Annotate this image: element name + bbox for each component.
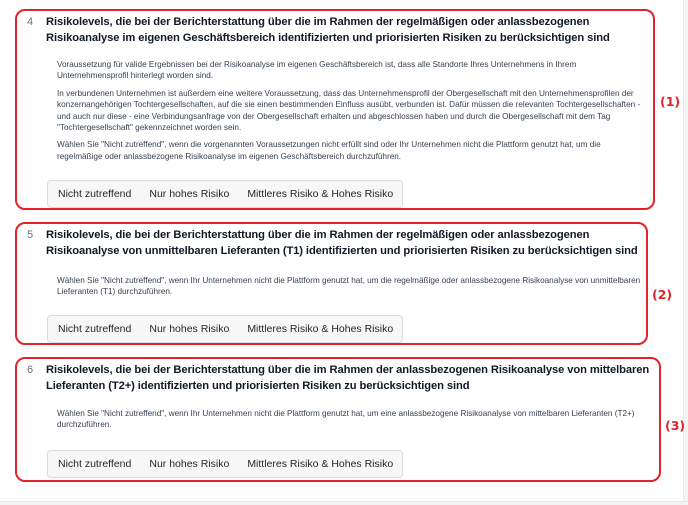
annotation-marker-1: (1) bbox=[660, 94, 681, 109]
description-paragraph: Wählen Sie "Nicht zutreffend", wenn Ihr Unternehmen nicht die Plattform genutzt hat, um eine anlassbezogene Risikoanalyse von mittelbaren Lieferanten (T2+) durchzuführen. bbox=[57, 409, 635, 430]
risk-level-option-group bbox=[47, 180, 403, 208]
annotation-marker-3: (3) bbox=[665, 418, 686, 433]
option-medium-and-high-risk[interactable]: Mittleres Risiko & Hohes Risiko bbox=[238, 181, 402, 207]
description-paragraph: Wählen Sie "Nicht zutreffend", wenn die vorgenannten Voraussetzungen nicht erfüllt sind oder Ihr Unternehmen nicht die Plattform genutzt hat, um die regelmäßige oder anlassbezogene Risikoanalyse im eigenen Geschäftsbereich durchzuführen. bbox=[57, 140, 601, 161]
question-description bbox=[57, 275, 642, 304]
description-paragraph: Wählen Sie "Nicht zutreffend", wenn Ihr Unternehmen nicht die Plattform genutzt hat, um die regelmäßige oder anlassbezogene Risikoanalyse von unmittelbaren Lieferanten (T1) durchzuführen. bbox=[57, 276, 641, 297]
description-paragraph: In verbundenen Unternehmen ist außerdem eine weitere Voraussetzung, dass das Unternehmensprofil der Obergesellschaft mit den Unternehmensprofilen der konzernangehörigen Tochtergesellschaften, auf die sie einen bestimmenden Einfluss ausübt, verbunden ist. Dafür müssen die relevanten Tochtergesellschaften - und auch nur diese - eine Verbindungsanfrage von der Obergesellschaft erhalten und abgeschlossen haben und durch die Obergesellschaft mit dem Tag "Tochtergesellschaft" gekennzeichnet worden sein. bbox=[57, 88, 641, 133]
risk-level-option-group bbox=[47, 450, 403, 478]
description-paragraph: Voraussetzung für valide Ergebnissen bei der Risikoanalyse im eigenen Geschäftsbereich ist, dass alle Standorte Ihres Unternehmens in Ihrem Unternehmensprofil hinterlegt worden sind. bbox=[57, 60, 577, 81]
question-description bbox=[57, 408, 647, 437]
question-title: Risikolevels, die bei der Berichterstattung über die im Rahmen der regelmäßigen oder anlassbezogenen Risikoanalyse von unmittelbaren Lieferanten (T1) identifizierten und priorisierten Risiken zu berücksichtigen sind bbox=[46, 229, 638, 257]
question-card-6 bbox=[15, 357, 661, 482]
page-bottom-edge bbox=[0, 501, 688, 505]
question-card-4 bbox=[15, 9, 655, 210]
option-not-applicable[interactable]: Nicht zutreffend bbox=[48, 451, 140, 477]
option-not-applicable[interactable]: Nicht zutreffend bbox=[48, 316, 140, 342]
option-not-applicable[interactable]: Nicht zutreffend bbox=[48, 181, 140, 207]
question-number: 4 bbox=[27, 16, 34, 28]
option-high-risk-only[interactable]: Nur hohes Risiko bbox=[140, 316, 238, 342]
option-high-risk-only[interactable]: Nur hohes Risiko bbox=[140, 451, 238, 477]
annotation-marker-2: (2) bbox=[652, 287, 673, 302]
option-medium-and-high-risk[interactable]: Mittleres Risiko & Hohes Risiko bbox=[238, 316, 402, 342]
question-number: 6 bbox=[27, 364, 34, 376]
question-title: Risikolevels, die bei der Berichterstattung über die im Rahmen der regelmäßigen oder anlassbezogenen Risikoanalyse im eigenen Geschäftsbereich identifizierten und priorisierten Risiken zu berücksichtigen sind bbox=[46, 16, 610, 44]
question-title: Risikolevels, die bei der Berichterstattung über die im Rahmen der anlassbezogenen Risikoanalyse von mittelbaren Lieferanten (T2+) identifizierten und priorisierten Risiken zu berücksichtigen sind bbox=[46, 364, 650, 392]
question-card-5 bbox=[15, 222, 648, 345]
question-number: 5 bbox=[27, 229, 34, 241]
risk-level-option-group bbox=[47, 315, 403, 343]
option-medium-and-high-risk[interactable]: Mittleres Risiko & Hohes Risiko bbox=[238, 451, 402, 477]
question-description bbox=[57, 59, 647, 168]
option-high-risk-only[interactable]: Nur hohes Risiko bbox=[140, 181, 238, 207]
